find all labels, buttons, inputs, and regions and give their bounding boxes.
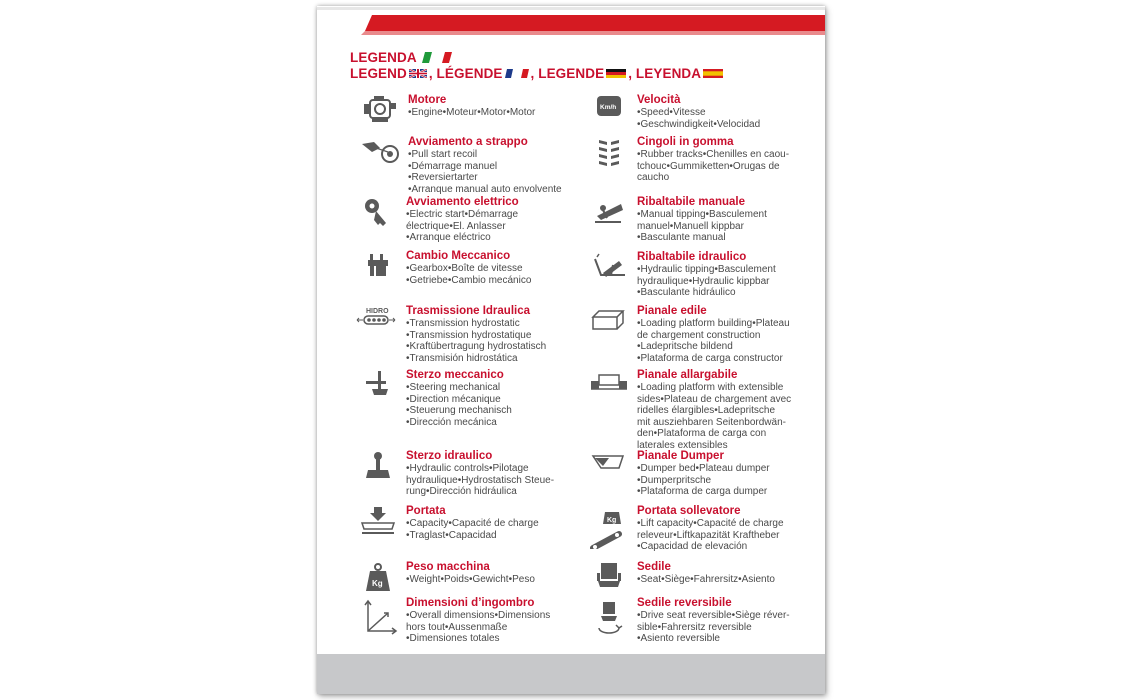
seat-icon [589,561,629,595]
entry-title: Sedile [637,561,671,573]
entry-translations: •Manual tipping•Basculement manuel•Manuell kippbar •Basculante manual [637,209,767,243]
entry-title: Cambio Meccanico [406,250,511,262]
hydro-transmission-icon [352,305,400,339]
dimensions-icon [358,597,398,635]
legend-page [317,6,825,694]
gearbox-icon [358,250,398,284]
entry-translations: •Weight•Poids•Gewicht•Peso [406,574,535,585]
entry-translations: •Capacity•Capacité de charge •Traglast•Capacidad [406,518,539,541]
entry-translations: •Hydraulic tipping•Basculement hydraulique•Hydraulic kippbar •Basculante hidráulico [637,264,776,298]
entry-translations: •Loading platform with extensible sides•Plateau de chargement avec ridelles élargibles•Ladepritsche mit ausziehbaren Seitenbordwän- den•Plataforma de carga con laterales extensibles [637,382,792,451]
entry-title: Velocità [637,94,681,106]
legend-entry-seat [637,561,825,586]
entry-title: Cingoli in gomma [637,136,734,148]
entry-title: Sterzo meccanico [406,369,504,381]
entry-title: Trasmissione Idraulica [406,305,531,317]
france-flag-icon [505,69,529,78]
dumper-bed-icon [589,450,629,484]
entry-translations: •Steering mechanical •Direction mécanique •Steuerung mechanisch •Dirección mecánica [406,382,512,428]
entry-title: Sedile reversibile [637,597,732,609]
entry-translations: •Engine•Moteur•Motor•Motor [408,107,536,118]
entry-translations: •Loading platform building•Plateau de chargement construction •Ladepritsche bildend •Plataforma de carga constructor [637,318,790,364]
legend-entry-hydraulic-tipping [637,251,825,299]
entry-title: Dimensioni d’ingombro [406,597,535,609]
germany-flag-icon [606,69,626,78]
entry-title: Peso macchina [406,561,490,573]
legend-entry-rubber-tracks [637,136,825,184]
rubber-tracks-icon [589,136,629,170]
legend-subtitle: LEGEND , LÉGENDE , LEGENDE , LEYENDA [350,66,725,81]
engine-icon [360,94,400,128]
speedometer-icon [589,94,629,128]
entry-title: Ribaltabile manuale [637,196,746,208]
hydro-label: HIDRO [366,308,389,315]
entry-translations: •Overall dimensions•Dimensions hors tout•Aussenmaße •Dimensiones totales [406,610,551,644]
legend-entry-speed [600,94,825,130]
entry-translations: •Lift capacity•Capacité de charge releveur•Liftkapazität Kraftheber •Capacidad de elevación [637,518,784,552]
lift-capacity-icon [589,505,629,549]
entry-title: Avviamento a strappo [408,136,528,148]
manual-tipping-icon [589,196,629,230]
entry-title: Portata sollevatore [637,505,741,517]
legend-entry-lift-capacity [607,505,825,553]
entry-translations: •Seat•Siège•Fahrersitz•Asiento [637,574,775,585]
entry-translations: •Speed•Vitesse •Geschwindigkeit•Velocidad [637,107,761,130]
entry-title: Avviamento elettrico [406,196,519,208]
entry-translations: •Drive seat reversible•Siège réver- sible•Fahrersitz reversible •Asiento reversible [637,610,790,644]
legend-entry-reversible-seat [637,597,825,645]
entry-translations: •Rubber tracks•Chenilles en caou- tchouc•Gummiketten•Orugas de caucho [637,149,790,183]
pull-start-icon [360,136,400,170]
entry-translations: •Transmission hydrostatic •Transmission hydrostatique •Kraftübertragung hydrostatisch •Transmisión hidrostática [406,318,547,364]
entry-translations: •Hydraulic controls•Pilotage hydraulique•Hydrostatisch Steue- rung•Dirección hidráulica [406,463,555,497]
loading-platform-icon [589,305,629,339]
entry-title: Motore [408,94,447,106]
entry-title: Ribaltabile idraulico [637,251,747,263]
weight-icon [358,561,398,595]
legend-entry-dumper-bed [637,450,825,498]
entry-title: Portata [406,505,446,517]
reversible-seat-icon [589,597,629,637]
lift-label: Kg [607,517,617,524]
entry-title: Pianale allargabile [637,369,738,381]
uk-flag-icon [409,69,427,78]
key-icon [358,196,398,230]
joystick-icon [358,450,398,484]
legend-entry-manual-tipping [637,196,825,244]
entry-translations: •Dumper bed•Plateau dumper •Dumperpritsche •Plataforma de carga dumper [637,463,770,497]
speed-label: Km/h [600,104,617,111]
extendable-platform-icon [589,369,629,403]
entry-translations: •Pull start recoil •Démarrage manuel •Reversiertarter •Arranque manual auto envolvente [408,149,562,195]
weight-label: Kg [372,579,383,588]
entry-title: Pianale edile [637,305,707,317]
footer-band [317,654,825,694]
entry-title: Pianale Dumper [637,450,724,462]
legend-title: LEGENDA [350,50,454,65]
legend-entry-extendable-platform [637,369,825,451]
hydraulic-tipping-icon [589,251,629,285]
entry-translations: •Gearbox•Boîte de vitesse •Getriebe•Cambio mecánico [406,263,532,286]
entry-translations: •Electric start•Démarrage électrique•El. Anlasser •Arranque eléctrico [406,209,519,243]
capacity-icon [358,505,398,539]
legend-entry-loading-platform [637,305,825,364]
header-banner [317,6,825,36]
mechanical-steering-icon [358,369,398,403]
entry-title: Sterzo idraulico [406,450,493,462]
italy-flag-icon [422,52,452,63]
spain-flag-icon [703,69,723,78]
